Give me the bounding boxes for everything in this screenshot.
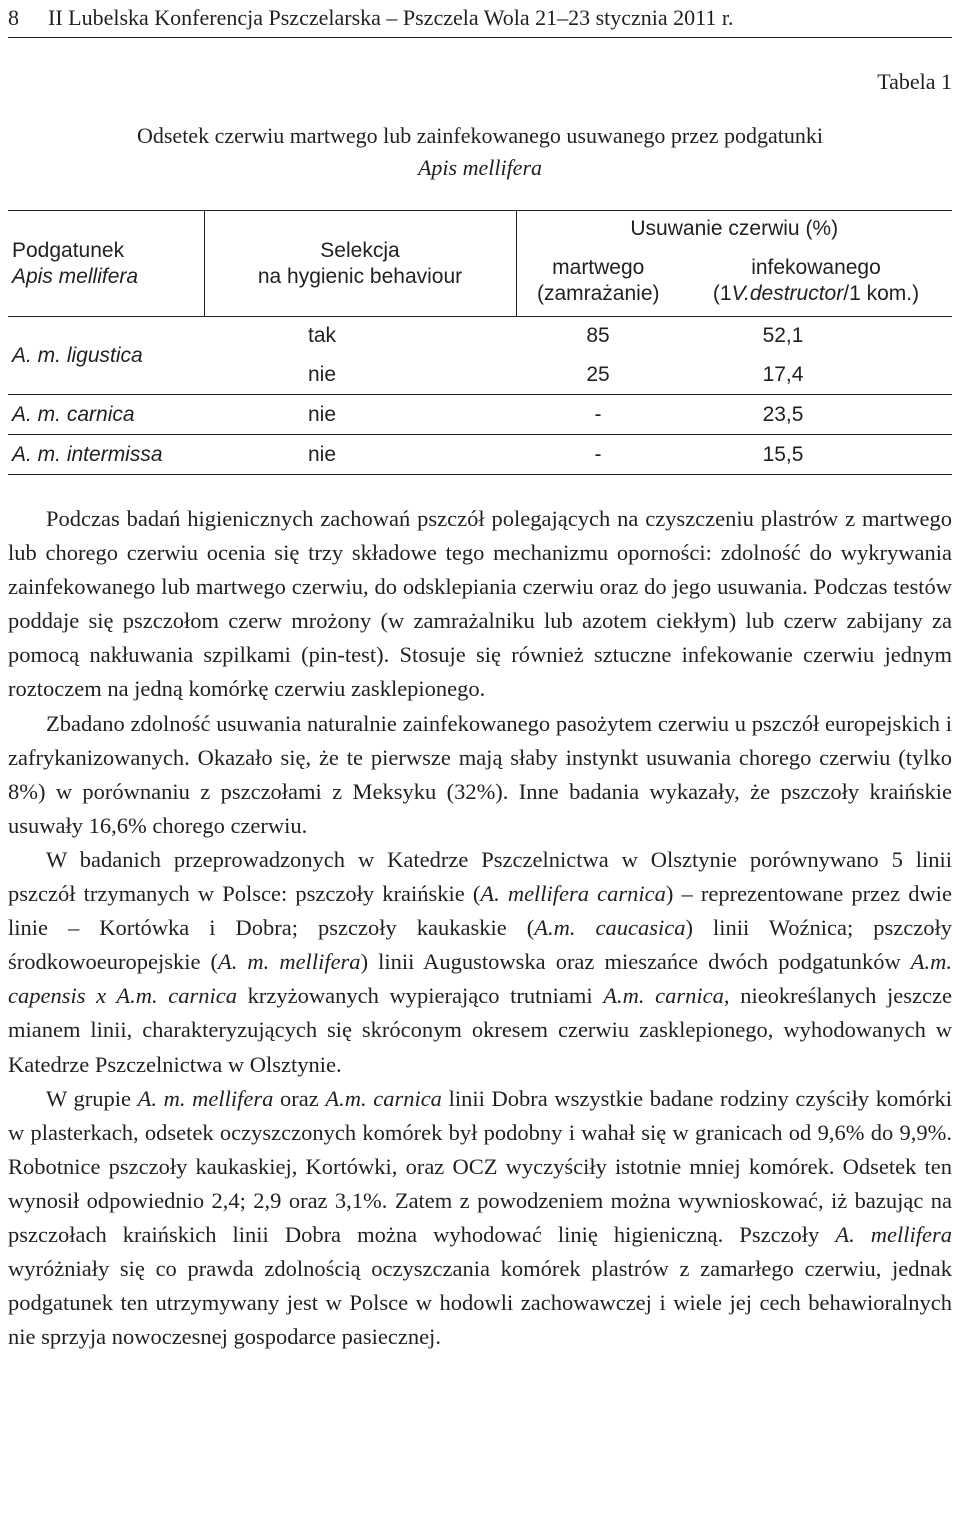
- p4-text-a: W grupie: [46, 1085, 138, 1111]
- table-row: [8, 435, 952, 475]
- col-header-infected-parasite: V.destructor: [731, 282, 844, 306]
- cell-dead: -: [516, 395, 680, 435]
- running-header: [8, 2, 940, 34]
- p3-species-mellifera: A. m. mellifera: [218, 949, 361, 975]
- paragraph-2: Zbadano zdolność usuwania naturalnie zainfekowanego pasożytem czerwiu u pszczół europejskich i zafrykanizowanych. Okazało się, że te pierwsze mają słaby instynkt usuwania chorego czerwiu (tylko 8%) w porównaniu z pszczołami z Meksyku (32%). Inne badania wykazały, że pszczoły kraińskie usuwały 16,6% chorego czerwiu.: [8, 710, 952, 838]
- p3-text-e: ) linii Woźnica; pszczoły środkowoeuropejskie (: [8, 915, 952, 975]
- col-header-dead: [516, 247, 680, 317]
- table-row: [8, 395, 952, 435]
- cell-dead: 25: [516, 356, 680, 395]
- p3-species-carnica-2: A.m. carnica: [603, 983, 724, 1009]
- p4-species-carnica: A.m. carnica: [325, 1085, 442, 1111]
- col-header-infected: [680, 247, 952, 317]
- col-header-selection: [204, 211, 516, 317]
- cell-dead: 85: [586, 324, 610, 348]
- cell-subspecies: A. m. ligustica: [8, 317, 204, 395]
- table-title-line-1: Odsetek czerwiu martwego lub zainfekowanego usuwanego przez podgatunki: [136, 123, 824, 148]
- col-header-dead-line2: (zamrażanie): [536, 282, 660, 306]
- col-header-selection-line2: na hygienic behaviour: [257, 264, 463, 288]
- p3-text-i: krzyżowanych wypierająco trutniami: [237, 983, 604, 1009]
- cell-dead: -: [516, 435, 680, 475]
- cell-infected: 15,5: [680, 435, 952, 475]
- p3-species-caucasica: A.m. caucasica: [534, 915, 686, 941]
- header-rule: [8, 37, 952, 38]
- p3-species-carnica: A. mellifera carnica: [480, 881, 666, 907]
- body-text: [8, 502, 952, 1354]
- col-header-selection-line1: Selekcja: [320, 238, 400, 262]
- cell-selection: nie: [204, 395, 516, 435]
- p3-species-hybrid: A.m. capensis x A.m. carnica: [8, 949, 952, 1009]
- cell-infected: 52,1: [762, 324, 804, 348]
- col-header-removal-group: Usuwanie czerwiu (%): [516, 211, 952, 247]
- page-number: 8: [8, 5, 19, 30]
- paragraph-3: [8, 843, 952, 1082]
- cell-subspecies: A. m. intermissa: [8, 435, 204, 475]
- table-row: [8, 317, 952, 356]
- cell-infected: 23,5: [680, 395, 952, 435]
- cell-infected: 17,4: [680, 356, 952, 395]
- table-title: [8, 120, 952, 184]
- p4-species-mellifera: A. m. mellifera: [137, 1085, 274, 1111]
- p3-text-g: ) linii Augustowska oraz mieszańce dwóch podgatunków: [360, 949, 911, 975]
- col-header-infected-line2: [684, 281, 948, 307]
- col-header-subspecies-line2: Apis mellifera: [12, 264, 139, 288]
- data-table: [8, 210, 952, 474]
- table-label: Tabela 1: [877, 69, 952, 94]
- cell-selection: nie: [204, 435, 516, 475]
- paragraph-1: Podczas badań higienicznych zachowań pszczół polegających na czyszczeniu plastrów z martwego lub chorego czerwiu ocenia się trzy składowe tego mechanizmu oporności: zdolność do wykrywania zainfekowanego lub martwego czerwiu, do odsklepiania czerwiu oraz do jego usuwania. Podczas testów poddaje się pszczołom czerw mrożony (w zamrażalniku lub azotem ciekłym) lub czerw zabijany za pomocą nakłuwania szpilkami (pin-test). Stosuje się również sztuczne infekowanie czerwiu jednym roztoczem na jedną komórkę czerwiu zasklepionego.: [8, 506, 952, 702]
- col-header-subspecies: [8, 211, 204, 317]
- p4-text-c: oraz: [273, 1085, 326, 1111]
- col-header-infected-line1: infekowanego: [751, 256, 881, 280]
- running-title: II Lubelska Konferencja Pszczelarska – Pszczela Wola 21–23 stycznia 2011 r.: [48, 5, 734, 30]
- col-header-subspecies-line1: Podgatunek: [12, 238, 125, 262]
- paragraph-4: [8, 1082, 952, 1355]
- p3-text-c: ) – reprezentowane przez dwie linie – Kortówka i Dobra; pszczoły kaukaskie (: [8, 881, 952, 941]
- p4-species-mellifera-2: A. mellifera: [835, 1221, 952, 1247]
- p4-text-e: linii Dobra wszystkie badane rodziny czyściły komórki w plasterkach, odsetek oczyszczonych komórek był podobny i wahał się w granicach od 9,6% do 9,9%. Robotnice pszczoły kaukaskiej, Kortówki, oraz OCZ wyczyściły istotnie mniej komórek. Odsetek ten wynosił odpowiednio 2,4; 2,9 oraz 3,1%. Zatem z powodzeniem można wywnioskować, iż bazując na pszczołach kraińskich linii Dobra można wyhodować linię higieniczną. Pszczoły: [8, 1085, 952, 1247]
- col-header-infected-pre: (1: [712, 282, 732, 306]
- col-header-dead-line1: martwego: [552, 256, 645, 280]
- cell-selection: nie: [204, 356, 516, 395]
- cell-selection: tak: [307, 324, 336, 348]
- p3-text-k: , nieokreślanych jeszcze mianem linii, charakteryzujących się skróconym okresem czerwiu zasklepionego, wyhodowanych w Katedrze Pszczelnictwa w Olsztynie.: [8, 983, 952, 1077]
- p3-text-a: W badanich przeprowadzonych w Katedrze Pszczelnictwa w Olsztynie porównywano 5 linii pszczół trzymanych w Polsce: pszczoły kraińskie (: [8, 846, 952, 907]
- p4-text-g: wyróżniały się co prawda zdolnością oczyszczania komórek plastrów z zamarłego czerwiu, jednak podgatunek ten utrzymywany jest w Polsce w hodowli zachowawczej i wiele jej cech behawioralnych nie sprzyja nowoczesnej gospodarce pasiecznej.: [8, 1256, 952, 1350]
- col-header-infected-post: /1 kom.): [843, 282, 920, 306]
- table-title-line-2: Apis mellifera: [417, 155, 543, 180]
- cell-subspecies: A. m. carnica: [8, 395, 204, 435]
